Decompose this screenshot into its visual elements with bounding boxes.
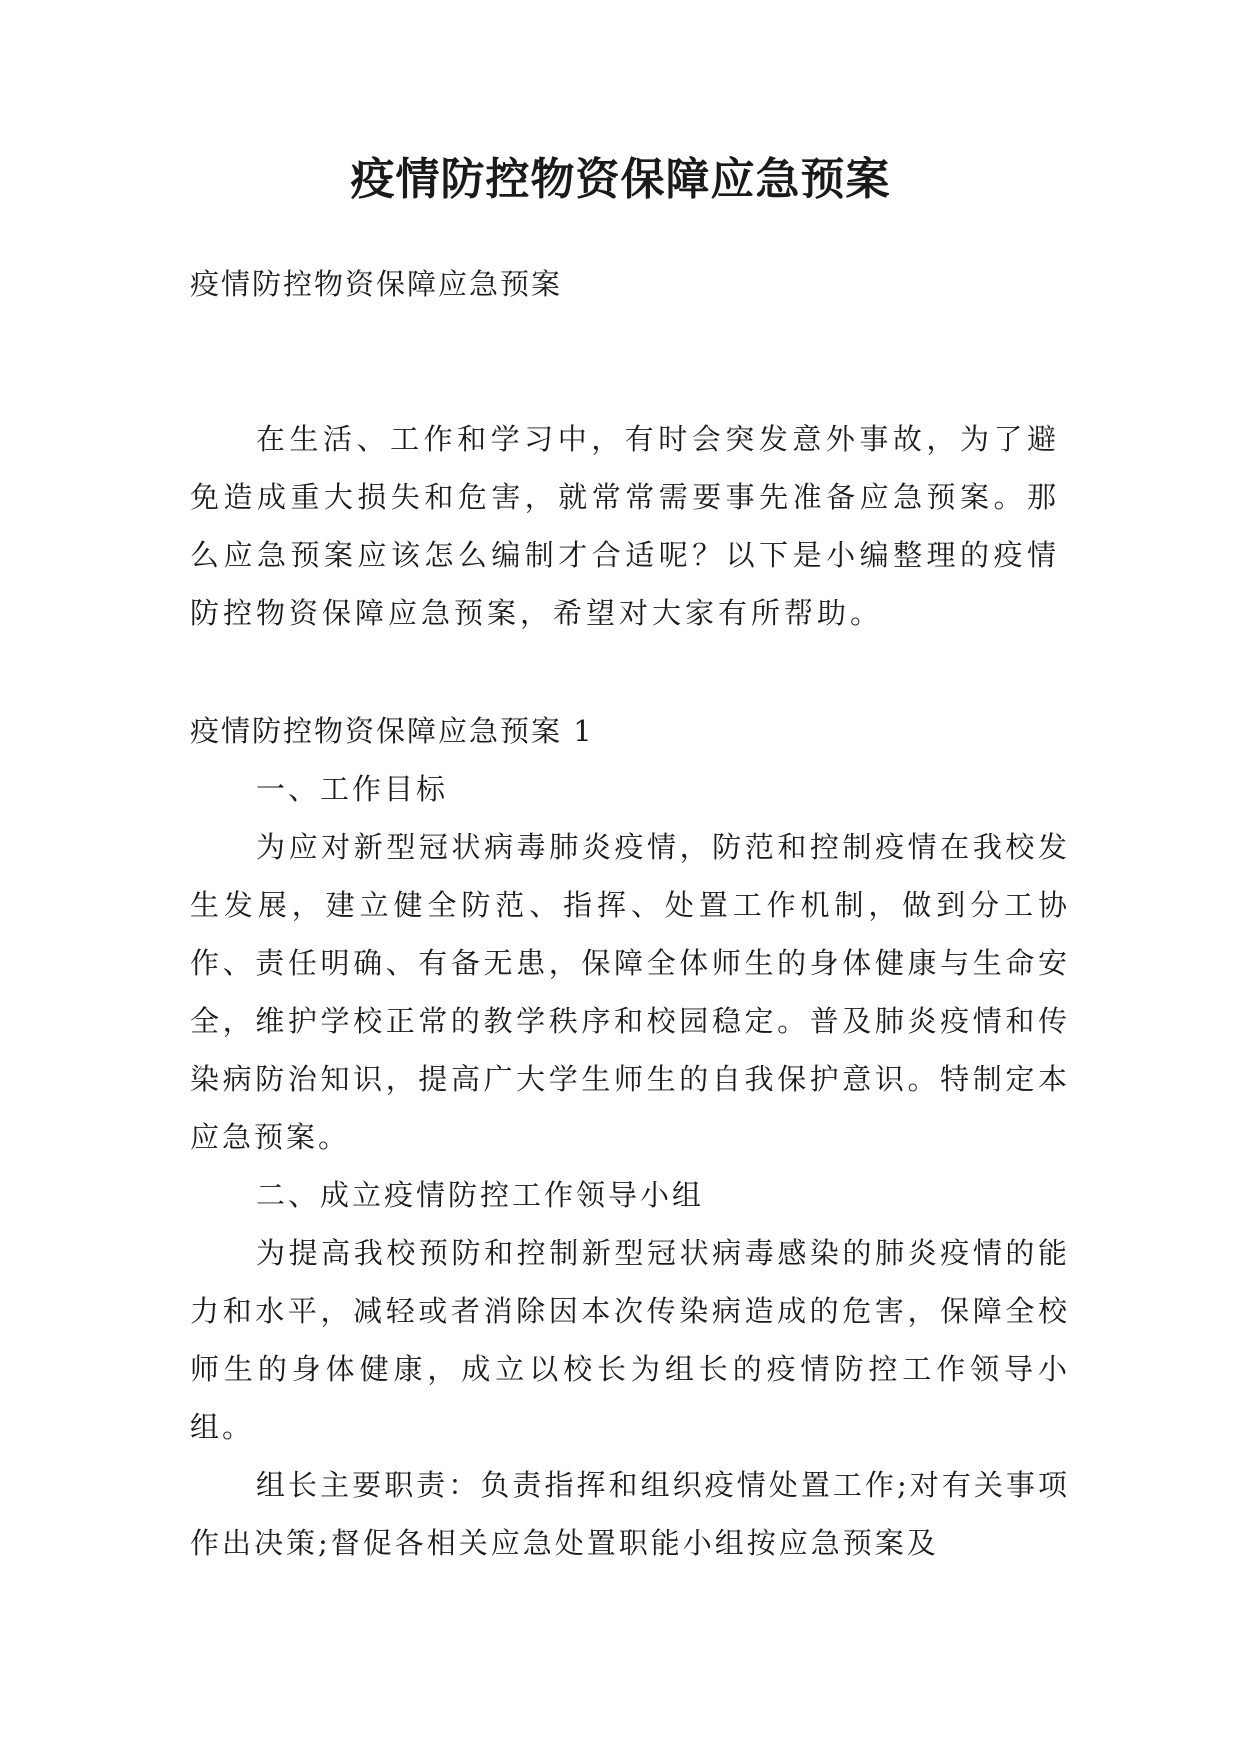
heading-work-goals: 一、工作目标: [256, 772, 449, 806]
heading-leadership-group: 二、成立疫情防控工作领导小组: [256, 1178, 705, 1212]
document-body: [190, 702, 1070, 1572]
document-subtitle: 疫情防控物资保障应急预案: [190, 267, 563, 301]
paragraph-leader-duties: 组长主要职责：负责指挥和组织疫情处置工作;对有关事项作出决策;督促各相关应急处置职能小组按应急预案及: [190, 1468, 1070, 1560]
paragraph-work-goals: 为应对新型冠状病毒肺炎疫情，防范和控制疫情在我校发生发展，建立健全防范、指挥、处置工作机制，做到分工协作、责任明确、有备无患，保障全体师生的身体健康与生命安全，维护学校正常的教学秩序和校园稳定。普及肺炎疫情和传染病防治知识，提高广大学生师生的自我保护意识。特制定本应急预案。: [190, 830, 1070, 1154]
document-title: 疫情防控物资保障应急预案: [350, 154, 891, 205]
paragraph-leadership-group: 为提高我校预防和控制新型冠状病毒感染的肺炎疫情的能力和水平，减轻或者消除因本次传染病造成的危害，保障全校师生的身体健康，成立以校长为组长的疫情防控工作领导小组。: [190, 1236, 1070, 1444]
intro-paragraph: 在生活、工作和学习中，有时会突发意外事故，为了避免造成重大损失和危害，就常常需要事先准备应急预案。那么应急预案应该怎么编制才合适呢？以下是小编整理的疫情防控物资保障应急预案，希望对大家有所帮助。: [190, 422, 1060, 630]
section-title: 疫情防控物资保障应急预案 1: [190, 714, 594, 748]
